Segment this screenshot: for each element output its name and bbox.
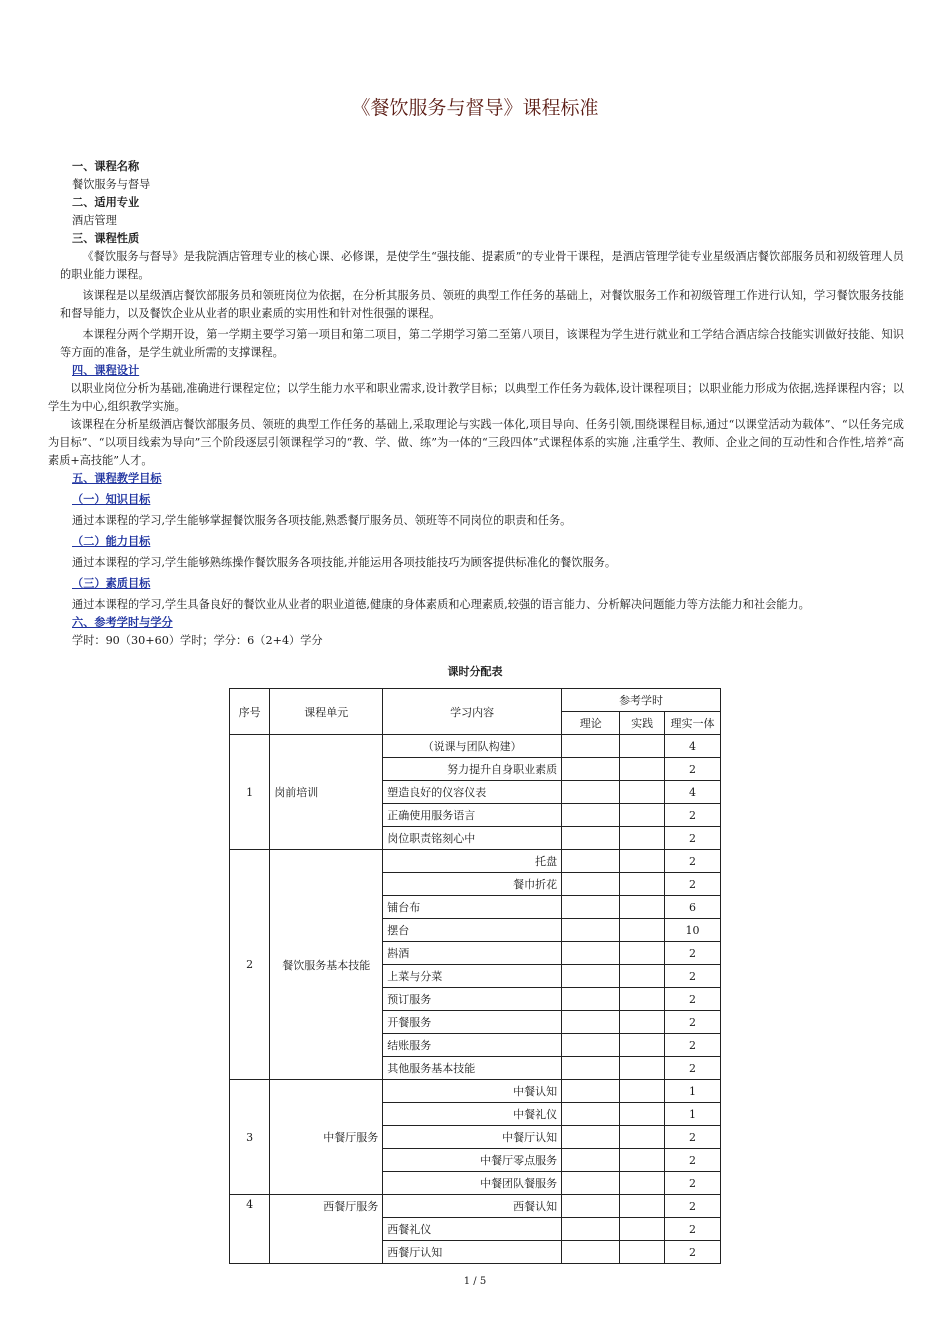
cell-hours: 2 xyxy=(665,1195,721,1218)
cell-hours: 10 xyxy=(665,919,721,942)
cell-content: 中餐厅认知 xyxy=(383,1126,562,1149)
section-heading-link[interactable]: 四、课程设计 xyxy=(72,364,140,377)
paragraph: 通过本课程的学习,学生具备良好的餐饮业从业者的职业道德,健康的身体素质和心理素质,较强的语言能力、分析解决问题能力等方法能力和社会能力。 xyxy=(72,598,810,611)
cell-content: 开餐服务 xyxy=(383,1011,562,1034)
cell-content: 上菜与分菜 xyxy=(383,965,562,988)
cell-hours: 1 xyxy=(665,1103,721,1126)
cell-unit: 中餐厅服务 xyxy=(270,1080,383,1195)
cell-hours: 2 xyxy=(665,965,721,988)
cell-hours: 2 xyxy=(665,1057,721,1080)
page-title: 《餐饮服务与督导》课程标准 xyxy=(351,97,599,119)
cell-content: 西餐礼仪 xyxy=(383,1218,562,1241)
cell-no: 2 xyxy=(230,850,270,1080)
cell-unit: 岗前培训 xyxy=(270,735,383,850)
cell-content: 中餐礼仪 xyxy=(383,1103,562,1126)
cell-content: 中餐认知 xyxy=(383,1080,562,1103)
paragraph: 通过本课程的学习,学生能够熟练操作餐饮服务各项技能,并能运用各项技能技巧为顾客提供标准化的餐饮服务。 xyxy=(72,556,617,569)
paragraph: 《餐饮服务与督导》是我院酒店管理专业的核心课、必修课，是使学生“强技能、提素质”的专业骨干课程，是酒店管理学徒专业星级酒店餐饮部服务员和初级管理人员的职业能力课程。 xyxy=(60,250,904,281)
cell-hours: 2 xyxy=(665,1126,721,1149)
cell-content: 努力提升自身职业素质 xyxy=(383,758,562,781)
paragraph: 本课程分两个学期开设，第一学期主要学习第一项目和第二项目，第二学期学习第二至第八项目，该课程为学生进行就业和工学结合酒店综合技能实训做好技能、知识等方面的准备，是学生就业所需的支撑课程。 xyxy=(60,328,904,359)
cell-hours: 2 xyxy=(665,1241,721,1264)
cell-hours: 2 xyxy=(665,988,721,1011)
paragraph: 通过本课程的学习,学生能够掌握餐饮服务各项技能,熟悉餐厅服务员、领班等不同岗位的职责和任务。 xyxy=(72,514,572,527)
cell-content: 中餐厅零点服务 xyxy=(383,1149,562,1172)
cell-content: 西餐认知 xyxy=(383,1195,562,1218)
cell-content: 斟酒 xyxy=(383,942,562,965)
table-caption: 课时分配表 xyxy=(447,665,503,678)
cell-content: 结账服务 xyxy=(383,1034,562,1057)
header-integrated: 理实一体 xyxy=(665,712,721,735)
cell-no: 3 xyxy=(230,1080,270,1195)
cell-content: 铺台布 xyxy=(383,896,562,919)
header-ref-hours: 参考学时 xyxy=(562,689,721,712)
cell-hours: 2 xyxy=(665,827,721,850)
header-unit: 课程单元 xyxy=(270,689,383,735)
header-no: 序号 xyxy=(230,689,270,735)
cell-hours: 2 xyxy=(665,873,721,896)
cell-hours: 6 xyxy=(665,896,721,919)
paragraph: 学时：90（30+60）学时；学分：6（2+4）学分 xyxy=(72,634,323,647)
cell-content: 正确使用服务语言 xyxy=(383,804,562,827)
header-theory: 理论 xyxy=(562,712,620,735)
cell-content: （说课与团队构建） xyxy=(383,735,562,758)
header-practice: 实践 xyxy=(620,712,665,735)
cell-content: 预订服务 xyxy=(383,988,562,1011)
cell-hours: 2 xyxy=(665,850,721,873)
cell-content: 其他服务基本技能 xyxy=(383,1057,562,1080)
page-number: 1 / 5 xyxy=(463,1276,487,1287)
cell-hours: 1 xyxy=(665,1080,721,1103)
cell-content: 岗位职责铭刻心中 xyxy=(383,827,562,850)
cell-content: 摆台 xyxy=(383,919,562,942)
cell-content: 塑造良好的仪容仪表 xyxy=(383,781,562,804)
cell-content: 托盘 xyxy=(383,850,562,873)
table-row xyxy=(230,1195,721,1218)
cell-unit: 西餐厅服务 xyxy=(270,1195,383,1264)
cell-hours: 2 xyxy=(665,1011,721,1034)
cell-hours: 2 xyxy=(665,804,721,827)
section-heading-link[interactable]: 六、参考学时与学分 xyxy=(72,616,173,629)
cell-content: 中餐团队餐服务 xyxy=(383,1172,562,1195)
subsection-heading-link[interactable]: （二）能力目标 xyxy=(72,535,151,548)
cell-no: 4 xyxy=(230,1195,270,1264)
cell-hours: 4 xyxy=(665,735,721,758)
paragraph: 该课程是以星级酒店餐饮部服务员和领班岗位为依据，在分析其服务员、领班的典型工作任务的基础上，对餐饮服务工作和初级管理工作进行认知，学习餐饮服务技能和督导能力，以及餐饮企业从业者的职业素质的实用性和针对性很强的课程。 xyxy=(60,289,904,320)
header-content: 学习内容 xyxy=(383,689,562,735)
cell-no: 1 xyxy=(230,735,270,850)
section-text: 酒店管理 xyxy=(72,214,117,227)
section-heading: 二、适用专业 xyxy=(72,196,140,209)
section-heading: 三、课程性质 xyxy=(72,232,140,245)
cell-hours: 2 xyxy=(665,1218,721,1241)
table-body xyxy=(230,735,721,1264)
cell-content: 餐巾折花 xyxy=(383,873,562,896)
table-row xyxy=(230,735,721,758)
cell-hours: 2 xyxy=(665,758,721,781)
subsection-heading-link[interactable]: （三）素质目标 xyxy=(72,577,151,590)
cell-hours: 4 xyxy=(665,781,721,804)
cell-hours: 2 xyxy=(665,1149,721,1172)
cell-unit: 餐饮服务基本技能 xyxy=(270,850,383,1080)
section-heading: 一、课程名称 xyxy=(72,160,140,173)
section-text: 餐饮服务与督导 xyxy=(72,178,151,191)
cell-content: 西餐厅认知 xyxy=(383,1241,562,1264)
subsection-heading-link[interactable]: （一）知识目标 xyxy=(72,493,151,506)
cell-hours: 2 xyxy=(665,1034,721,1057)
table-row xyxy=(230,1080,721,1103)
paragraph: 该课程在分析星级酒店餐饮部服务员、领班的典型工作任务的基础上,采取理论与实践一体化,项目导向、任务引领,围绕课程目标,通过“以课堂活动为载体”、“以任务完成为目标”、“以项目线索为导向”三个阶段逐层引领课程学习的“教、学、做、练”为一体的“三段四体”式课程体系的实施 ,注重学生、教师、企业之间的互动性和合作性,培养“高素质+高技能”人才。 xyxy=(48,418,904,467)
document-body xyxy=(48,158,904,650)
section-heading-link[interactable]: 五、课程教学目标 xyxy=(72,472,162,485)
hours-table xyxy=(229,688,721,1264)
cell-hours: 2 xyxy=(665,942,721,965)
paragraph: 以职业岗位分析为基础,准确进行课程定位；以学生能力水平和职业需求,设计教学目标；以典型工作任务为载体,设计课程项目；以职业能力形成为依据,选择课程内容；以学生为中心,组织教学实施。 xyxy=(48,382,904,413)
cell-hours: 2 xyxy=(665,1172,721,1195)
table-row xyxy=(230,850,721,873)
